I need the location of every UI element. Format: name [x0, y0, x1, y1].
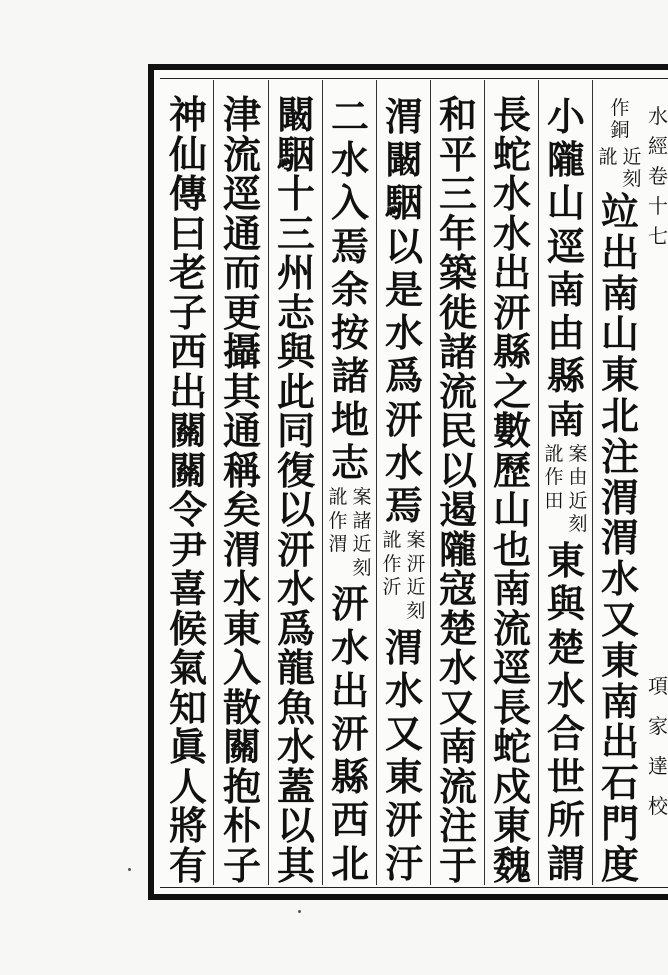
text-char: 年 [438, 210, 477, 256]
top-rule [160, 78, 668, 79]
text-char: 渭 [600, 474, 639, 520]
text-char: 渭 [222, 526, 261, 572]
margin-char: 經 [648, 134, 668, 158]
text-char: 南 [600, 678, 639, 724]
annotation-char: 訛 [544, 442, 564, 465]
text-char: 子 [222, 842, 261, 888]
text-char: 南 [438, 724, 477, 769]
text-column [378, 95, 430, 885]
text-char: 汧 [330, 710, 369, 756]
text-char: 闞 [276, 92, 315, 137]
text-char: 地 [330, 396, 369, 442]
text-char: 渭 [600, 515, 639, 561]
text-char: 隴 [438, 526, 477, 572]
margin-char: 達 [648, 754, 668, 778]
column-divider [592, 80, 593, 885]
text-column [594, 95, 646, 885]
text-char: 長 [492, 92, 531, 137]
text-char: 東 [546, 538, 585, 584]
text-char: 此 [276, 368, 315, 414]
margin-char: 校 [648, 794, 668, 818]
annotation-char: 近 [352, 533, 372, 556]
text-char: 諸 [330, 353, 369, 399]
annotation-char: 作 [382, 552, 402, 575]
text-char: 候 [168, 605, 207, 651]
text-char: 南 [600, 270, 639, 316]
text-char: 關 [168, 447, 207, 493]
text-char: 于 [438, 842, 477, 888]
annotation-char: 沂 [382, 576, 402, 599]
annotation-note [380, 529, 428, 623]
text-char: 西 [168, 329, 207, 374]
text-char: 東 [600, 352, 639, 398]
text-char: 以 [438, 447, 477, 493]
text-char: 水 [222, 566, 261, 611]
text-char: 神 [168, 92, 207, 137]
text-char: 志 [276, 289, 315, 335]
text-char: 出 [600, 229, 639, 275]
annotation-note [596, 146, 644, 191]
text-char: 門 [600, 800, 639, 846]
text-char: 注 [438, 803, 477, 848]
text-char: 人 [168, 763, 207, 809]
text-char: 志 [330, 439, 369, 485]
text-char: 水 [600, 556, 639, 602]
text-char: 小 [546, 94, 585, 139]
text-char: 南 [492, 566, 531, 611]
text-char: 通 [222, 408, 261, 453]
annotation-char: 渭 [328, 533, 348, 556]
text-char: 東 [492, 803, 531, 848]
margin-right [648, 90, 668, 910]
text-char: 流 [438, 763, 477, 809]
text-char: 知 [168, 684, 207, 730]
text-char: 寇 [438, 566, 477, 611]
text-char: 散 [222, 684, 261, 730]
text-char: 焉 [384, 482, 423, 528]
text-char: 稱 [222, 447, 261, 493]
text-char: 平 [438, 131, 477, 177]
annotation-subcolumn [327, 486, 349, 580]
annotation-char: 近 [568, 489, 588, 512]
text-char: 世 [546, 754, 585, 800]
text-char: 水 [546, 667, 585, 713]
annotation-char: 諸 [352, 509, 372, 532]
text-char: 數 [492, 408, 531, 453]
annotation-subcolumn [351, 486, 373, 580]
text-char: 闞 [384, 137, 423, 183]
text-char: 又 [438, 684, 477, 730]
annotation-note [326, 486, 374, 580]
text-char: 楚 [438, 605, 477, 651]
text-char: 水 [330, 137, 369, 183]
margin-char: 七 [648, 224, 668, 248]
text-char: 與 [546, 581, 585, 627]
annotation-char: 田 [544, 489, 564, 512]
text-char: 矣 [222, 487, 261, 532]
ink-speck [298, 910, 301, 913]
text-char: 諸 [438, 329, 477, 374]
text-char: 氣 [168, 645, 207, 690]
text-char: 山 [492, 487, 531, 532]
text-column [216, 92, 268, 888]
column-divider [430, 80, 431, 885]
annotation-char: 案 [406, 529, 426, 552]
text-char: 逕 [222, 171, 261, 216]
text-char: 三 [438, 171, 477, 216]
text-char: 攝 [222, 329, 261, 374]
text-char: 曰 [168, 210, 207, 256]
text-char: 汧 [384, 396, 423, 442]
text-char: 喜 [168, 566, 207, 611]
annotation-char: 訛 [598, 145, 618, 168]
text-char: 縣 [546, 353, 585, 399]
text-char: 度 [600, 841, 639, 887]
text-char: 焉 [330, 223, 369, 269]
annotation-subcolumn [381, 529, 403, 623]
text-char: 逕 [492, 645, 531, 690]
annotation-char: 訛 [328, 485, 348, 508]
column-divider [376, 80, 377, 885]
text-char: 其 [276, 842, 315, 888]
text-char: 流 [492, 605, 531, 651]
text-char: 水 [330, 624, 369, 670]
text-char: 北 [330, 840, 369, 886]
annotation-char: 作 [544, 466, 564, 489]
text-char: 更 [222, 289, 261, 335]
text-char: 合 [546, 710, 585, 756]
text-char: 流 [438, 368, 477, 414]
text-char: 楚 [546, 624, 585, 670]
text-char: 龍 [276, 645, 315, 690]
text-char: 遏 [438, 487, 477, 532]
column-divider [268, 80, 269, 885]
text-char: 通 [222, 210, 261, 256]
text-char: 老 [168, 250, 207, 295]
text-char: 尹 [168, 526, 207, 572]
text-char: 蛇 [492, 724, 531, 769]
text-column [486, 92, 538, 888]
annotation-char: 近 [406, 576, 426, 599]
text-char: 南 [546, 266, 585, 312]
text-char: 與 [276, 329, 315, 374]
text-char: 復 [276, 447, 315, 493]
text-char: 汧 [384, 797, 423, 843]
annotation-char: 汧 [406, 552, 426, 575]
text-char: 又 [384, 710, 423, 756]
text-char: 又 [600, 596, 639, 642]
text-char: 二 [330, 94, 369, 139]
text-char: 之 [492, 368, 531, 414]
text-char: 渭 [384, 94, 423, 139]
text-char: 州 [276, 250, 315, 295]
annotation-subcolumn [621, 146, 643, 191]
text-char: 竝 [600, 189, 639, 234]
text-char: 魚 [276, 684, 315, 730]
annotation-char: 近 [622, 145, 642, 168]
text-char: 駰 [384, 180, 423, 226]
column-divider [538, 80, 539, 885]
text-char: 駰 [276, 131, 315, 177]
annotation-subcolumn [405, 529, 427, 623]
text-char: 水 [438, 645, 477, 690]
annotation-char: 作 [610, 97, 630, 119]
text-char: 歷 [492, 447, 531, 493]
text-char: 按 [330, 310, 369, 356]
text-char: 令 [168, 487, 207, 532]
text-char: 出 [168, 368, 207, 414]
text-char: 民 [438, 408, 477, 453]
margin-char: 卷 [648, 164, 668, 188]
margin-char: 家 [648, 714, 668, 738]
text-char: 十 [276, 171, 315, 216]
margin-char: 水 [648, 104, 668, 128]
text-char: 長 [492, 684, 531, 730]
text-char: 戍 [492, 763, 531, 809]
text-char: 水 [384, 667, 423, 713]
text-char: 爲 [384, 353, 423, 399]
text-char: 北 [600, 392, 639, 438]
annotation-char: 銅 [610, 119, 630, 142]
annotation-subcolumn [567, 443, 589, 537]
text-char: 汧 [276, 526, 315, 572]
margin-char: 項 [648, 674, 668, 698]
text-char: 山 [546, 180, 585, 226]
text-char: 水 [492, 171, 531, 216]
text-char: 逕 [546, 223, 585, 269]
text-char: 出 [600, 719, 639, 765]
text-char: 爲 [276, 605, 315, 651]
text-char: 余 [330, 266, 369, 312]
text-char: 出 [492, 250, 531, 295]
text-char: 眞 [168, 724, 207, 769]
text-run [596, 189, 644, 887]
annotation-char: 由 [568, 466, 588, 489]
text-char: 以 [384, 223, 423, 269]
text-char: 津 [222, 92, 261, 137]
text-char: 關 [222, 724, 261, 769]
annotation-subcolumn [543, 443, 565, 537]
margin-char: 十 [648, 194, 668, 218]
text-char: 傳 [168, 171, 207, 216]
text-char: 汧 [492, 289, 531, 335]
annotation-char: 作 [328, 509, 348, 532]
text-char: 水 [384, 310, 423, 356]
annotation-char: 訛 [382, 529, 402, 552]
text-char: 東 [600, 637, 639, 683]
text-column [324, 95, 376, 885]
text-char: 所 [546, 797, 585, 843]
text-char: 和 [438, 92, 477, 137]
text-char: 而 [222, 250, 261, 295]
text-char: 入 [330, 180, 369, 226]
text-char: 西 [330, 797, 369, 843]
text-column [270, 92, 322, 888]
text-char: 東 [222, 605, 261, 651]
text-char: 同 [276, 408, 315, 453]
annotation-char: 刻 [568, 513, 588, 536]
text-char: 謂 [546, 840, 585, 886]
text-char: 將 [168, 803, 207, 848]
text-char: 蛇 [492, 131, 531, 177]
ink-speck [128, 868, 131, 871]
text-char: 也 [492, 526, 531, 572]
text-char: 南 [546, 396, 585, 442]
text-char: 以 [276, 487, 315, 532]
text-char: 水 [492, 210, 531, 256]
text-char: 魏 [492, 842, 531, 888]
text-char: 縣 [492, 329, 531, 374]
text-char: 入 [222, 645, 261, 690]
annotation-note [542, 443, 590, 537]
text-char: 抱 [222, 763, 261, 809]
text-char: 三 [276, 210, 315, 256]
text-char: 是 [384, 266, 423, 312]
text-char: 朴 [222, 803, 261, 848]
text-char: 以 [276, 803, 315, 848]
text-char: 仙 [168, 131, 207, 177]
annotation-subcolumn [597, 146, 619, 191]
text-column [540, 95, 592, 885]
column-divider [322, 80, 323, 885]
annotation-char: 刻 [352, 556, 372, 579]
text-char: 水 [384, 439, 423, 485]
text-char: 徙 [438, 289, 477, 335]
text-char: 渭 [384, 624, 423, 670]
text-char: 縣 [330, 754, 369, 800]
text-char: 流 [222, 131, 261, 177]
text-char: 石 [600, 760, 639, 806]
text-char: 其 [222, 368, 261, 414]
annotation-char: 案 [352, 485, 372, 508]
text-char: 山 [600, 311, 639, 357]
text-char: 子 [168, 289, 207, 335]
text-char: 關 [168, 408, 207, 453]
text-column [432, 92, 484, 888]
annotation-char: 刻 [622, 167, 642, 190]
text-char: 由 [546, 310, 585, 356]
text-column [162, 92, 214, 888]
text-char: 蓋 [276, 763, 315, 809]
text-char: 築 [438, 250, 477, 295]
text-char: 注 [600, 433, 639, 479]
text-char: 水 [276, 724, 315, 769]
annotation-prefix [596, 97, 644, 142]
annotation-char: 案 [568, 442, 588, 465]
annotation-char: 刻 [406, 599, 426, 622]
text-char: 東 [384, 754, 423, 800]
text-char: 出 [330, 667, 369, 713]
text-char: 水 [276, 566, 315, 611]
text-char: 隴 [546, 137, 585, 183]
text-char: 汧 [330, 581, 369, 627]
column-divider [484, 80, 485, 885]
text-char: 汙 [384, 840, 423, 886]
text-char: 有 [168, 842, 207, 888]
